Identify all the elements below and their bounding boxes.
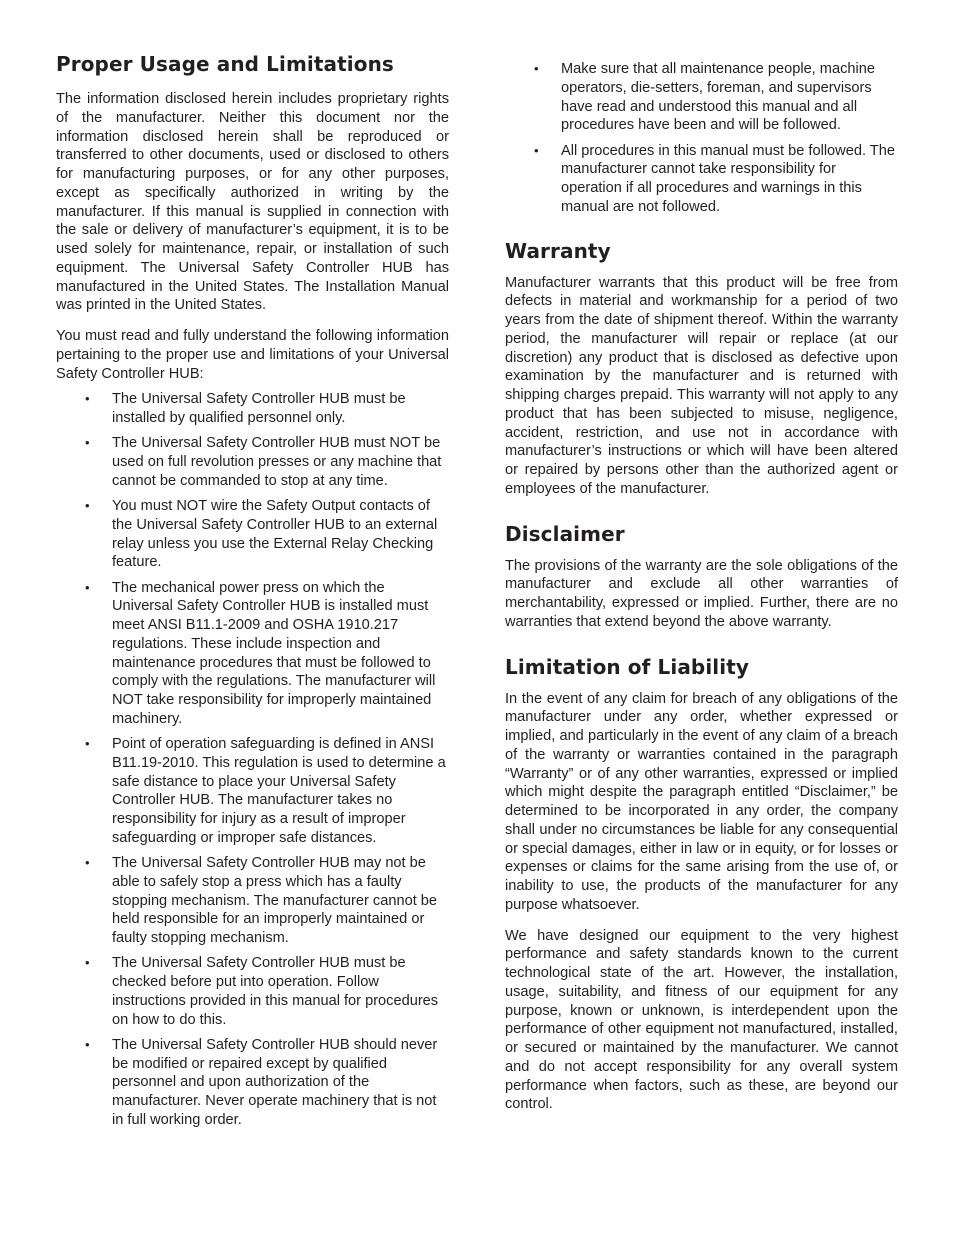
list-item [56, 1036, 449, 1130]
list-item [56, 854, 449, 948]
heading-disclaimer: Disclaimer [505, 521, 625, 546]
bullet-icon: • [85, 579, 90, 595]
bullet-icon: • [85, 435, 90, 451]
heading-warranty: Warranty [505, 238, 611, 263]
design-responsibility-paragraph: We have designed our equipment to the very highest performance and safety standards known to the current technological state of the art. However, the installation, usage, suitability, and fitness of our equipment for any purpose, known or unknown, is interdependent upon the performance of other equipment not manufactured, installed, or secured or maintained by the manufacturer. We cannot and do not accept responsibility for any overall system performance when factors, such as these, are beyond our control. [505, 927, 898, 1113]
left-column [56, 0, 449, 1136]
list-item [56, 497, 449, 572]
list-item [505, 60, 898, 135]
bullet-icon: • [85, 1036, 90, 1052]
procedures-bullet-list [505, 60, 898, 217]
bullet-icon: • [85, 391, 90, 407]
bullet-icon: • [534, 61, 539, 76]
list-item-text: The Universal Safety Controller HUB should never be modified or repaired except by qualified personnel and upon authorization of the manufacturer. Never operate machinery that is not in full working order. [112, 1036, 438, 1128]
list-item-text: The mechanical power press on which the Universal Safety Controller HUB is installed must meet ANSI B11.1-2009 and OSHA 1910.217 regulations. These include inspection and maintenance procedures that must be followed to comply with the regulations. The manufacturer will NOT take responsibility for improperly maintained machinery. [112, 579, 436, 727]
list-item [56, 954, 449, 1029]
bullet-icon: • [85, 955, 90, 971]
list-item [56, 735, 449, 848]
list-item [56, 579, 449, 729]
right-column [505, 0, 898, 1114]
list-item-text: The Universal Safety Controller HUB may not be able to safely stop a press which has a faulty stopping mechanism. The manufacturer cannot be held responsible for an improperly maintained or faulty stopping mechanism. [112, 855, 438, 946]
list-item [56, 434, 449, 490]
liability-paragraph: In the event of any claim for breach of any obligations of the manufacturer under any order, whether expressed or implied, and particularly in the event of any claim of a breach of the warranty or warranties contained in the paragraph “Warranty” or of any other warranties, expressed or implied which might despite the paragraph entitled “Disclaimer,” be determined to be incorporated in any order, the company shall under no circumstances be liable for any consequential or special damages, either in law or in equity, or for losses or expenses or claims for the same arising from the use of, or inability to use, the products of the manufacturer for any purpose whatsoever. [505, 690, 898, 913]
bullet-icon: • [85, 498, 90, 513]
list-item-text: All procedures in this manual must be followed. The manufacturer cannot take responsibility for operation if all procedures and warnings in this manual are not followed. [561, 142, 895, 215]
list-item-text: The Universal Safety Controller HUB must be checked before put into operation. Follow instructions provided in this manual for procedures on how to do this. [112, 955, 439, 1028]
list-item [505, 142, 898, 217]
warranty-paragraph: Manufacturer warrants that this product will be free from defects in material and workmanship for a period of two years from the date of shipment thereof. Within the warranty period, the manufacturer will repair or replace (at our discretion) any product that is disclosed as defective upon examination by the manufacturer and is returned with shipping charges prepaid. This warranty will not apply to any product that has been subjected to misuse, negligence, accident, restriction, and use not in accordance with manufacturer’s instructions or which will have been altered or repaired by persons other than the authorized agent or employees of the manufacturer. [505, 274, 898, 497]
list-item-text: Make sure that all maintenance people, machine operators, die-setters, foreman, and supervisors have read and understood this manual and all procedures have been and will be followed. [561, 61, 875, 134]
usage-bullet-list [56, 390, 449, 1129]
read-understand-paragraph: You must read and fully understand the following information pertaining to the proper use and limitations of your Universal Safety Controller HUB: [56, 328, 449, 382]
list-item-text: Point of operation safeguarding is defined in ANSI B11.19-2010. This regulation is used to determine a safe distance to place your Universal Safety Controller HUB. The manufacturer takes no responsibility for injury as a result of improper safeguarding or improper safe distances. [112, 736, 446, 846]
disclaimer-paragraph: The provisions of the warranty are the sole obligations of the manufacturer and exclude all other warranties of merchantability, expressed or implied. Further, there are no warranties that extend beyond the above warranty. [505, 557, 898, 630]
heading-proper-usage: Proper Usage and Limitations [56, 52, 394, 76]
bullet-icon: • [85, 736, 90, 751]
bullet-icon: • [85, 855, 90, 870]
heading-limitation-of-liability: Limitation of Liability [505, 654, 749, 679]
list-item-text: The Universal Safety Controller HUB must be installed by qualified personnel only. [112, 391, 406, 426]
list-item-text: The Universal Safety Controller HUB must NOT be used on full revolution presses or any machine that cannot be commanded to stop at any time. [112, 435, 442, 489]
proprietary-rights-paragraph: The information disclosed herein includes proprietary rights of the manufacturer. Neither this document nor the information disclosed herein shall be reproduced or transferred to other documents, used or disclosed to others for manufacturing purposes, or for any other purposes, except as specifically authorized in writing by the manufacturer. If this manual is supplied in connection with the sale or delivery of manufacturer’s equipment, it is to be used solely for maintenance, repair, or installation of such equipment. The Universal Safety Controller HUB has manufactured in the United States. The Installation Manual was printed in the United States. [56, 91, 449, 314]
list-item [56, 390, 449, 428]
bullet-icon: • [534, 142, 539, 158]
list-item-text: You must NOT wire the Safety Output contacts of the Universal Safety Controller HUB to an external relay unless you use the External Relay Checking feature. [112, 498, 438, 571]
